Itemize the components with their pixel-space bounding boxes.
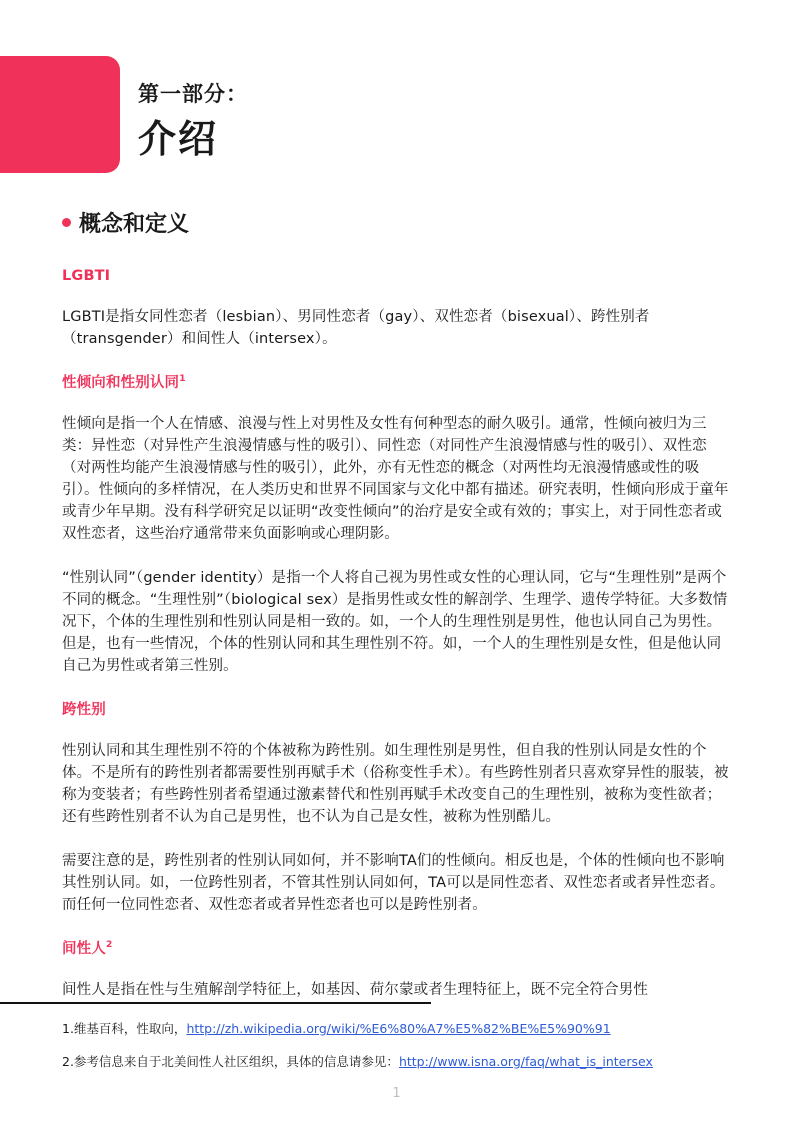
footnote-1-link[interactable]: http://zh.wikipedia.org/wiki/%E6%80%A7%E5%82%BE%E5%90%91 [186, 1021, 611, 1036]
footnote-2: 2.参考信息来自于北美间性人社区组织，具体的信息请参见：http://www.isna.org/faq/what_is_intersex [62, 1054, 653, 1069]
part-title: 介绍 [138, 117, 219, 161]
footnote-ref-1[interactable]: 1 [179, 374, 186, 385]
footnote-1: 1.维基百科，性取向，http://zh.wikipedia.org/wiki/%E6%80%A7%E5%82%BE%E5%90%91 [62, 1021, 611, 1036]
section-title: 概念和定义 [79, 212, 190, 237]
heading-lgbti: LGBTI [62, 268, 111, 284]
bullet-dot-icon [62, 218, 71, 227]
heading-intersex: 间性人$^2$ [62, 940, 113, 957]
paragraph-lgbti: LGBTI是指女同性恋者（lesbian）、男同性恋者（gay）、双性恋者（bisexual）、跨性别者（transgender）和间性人（intersex）。 [62, 309, 650, 347]
accent-block [0, 56, 120, 173]
heading-orientation: 性倾向和性别认同$^1$ [62, 374, 186, 391]
footnote-2-link[interactable]: http://www.isna.org/faq/what_is_intersex [398, 1054, 653, 1069]
footnote-divider [0, 1002, 431, 1004]
paragraph-orientation-1: 性倾向是指一个人在情感、浪漫与性上对男性及女性有何种型态的耐久吸引。通常，性倾向被归为三类：异性恋（对异性产生浪漫情感与性的吸引）、同性恋（对同性产生浪漫情感与性的吸引）、双性恋（对两性均能产生浪漫情感与性的吸引），此外，亦有无性恋的概念（对两性均无浪漫情感或性的吸引）。性倾向的多样情况，在人类历史和世界不同国家与文化中都有描述。研究表明，性倾向形成于童年或青少年早期。没有科学研究足以证明“改变性倾向”的治疗是安全或有效的；事实上，对于同性恋者或双性恋者，这些治疗通常带来负面影响或心理阴影。 [62, 416, 729, 542]
heading-transgender: 跨性别 [62, 702, 106, 718]
paragraph-intersex-1: 间性人是指在性与生殖解剖学特征上，如基因、荷尔蒙或者生理特征上，既不完全符合男性 [62, 982, 648, 998]
paragraph-orientation-2: “性别认同”（gender identity）是指一个人将自己视为男性或女性的心理认同，它与“生理性别”是两个不同的概念。“生理性别”（biological sex）是指男性或女性的解剖学、生理学、遗传学特征。大多数情况下，个体的生理性别和性别认同是相一致的。如，一个人的生理性别是男性，他也认同自己为男性。但是，也有一些情况，个体的性别认同和其生理性别不符。如，一个人的生理性别是女性，但是他认同自己为男性或者第三性别。 [62, 570, 728, 674]
paragraph-transgender-2: 需要注意的是，跨性别者的性别认同如何，并不影响TA们的性倾向。相反也是，个体的性倾向也不影响其性别认同。如，一位跨性别者，不管其性别认同如何，TA可以是同性恋者、双性恋者或者异性恋者。而任何一位同性恋者、双性恋者或者异性恋者也可以是跨性别者。 [62, 853, 725, 913]
section-heading [62, 207, 189, 238]
content-body [62, 265, 734, 1023]
paragraph-transgender-1: 性别认同和其生理性别不符的个体被称为跨性别。如生理性别是男性，但自我的性别认同是女性的个体。不是所有的跨性别者都需要性别再赋手术（俗称变性手术）。有些跨性别者只喜欢穿异性的服装，被称为变装者；有些跨性别者希望通过激素替代和性别再赋手术改变自己的生理性别，被称为变性欲者；还有些跨性别者不认为自己是男性，也不认为自己是女性，被称为性别酷儿。 [62, 743, 729, 825]
footnote-ref-2[interactable]: 2 [105, 940, 113, 951]
page-number: 1 [392, 1086, 401, 1101]
part-label: 第一部分： [138, 82, 248, 106]
